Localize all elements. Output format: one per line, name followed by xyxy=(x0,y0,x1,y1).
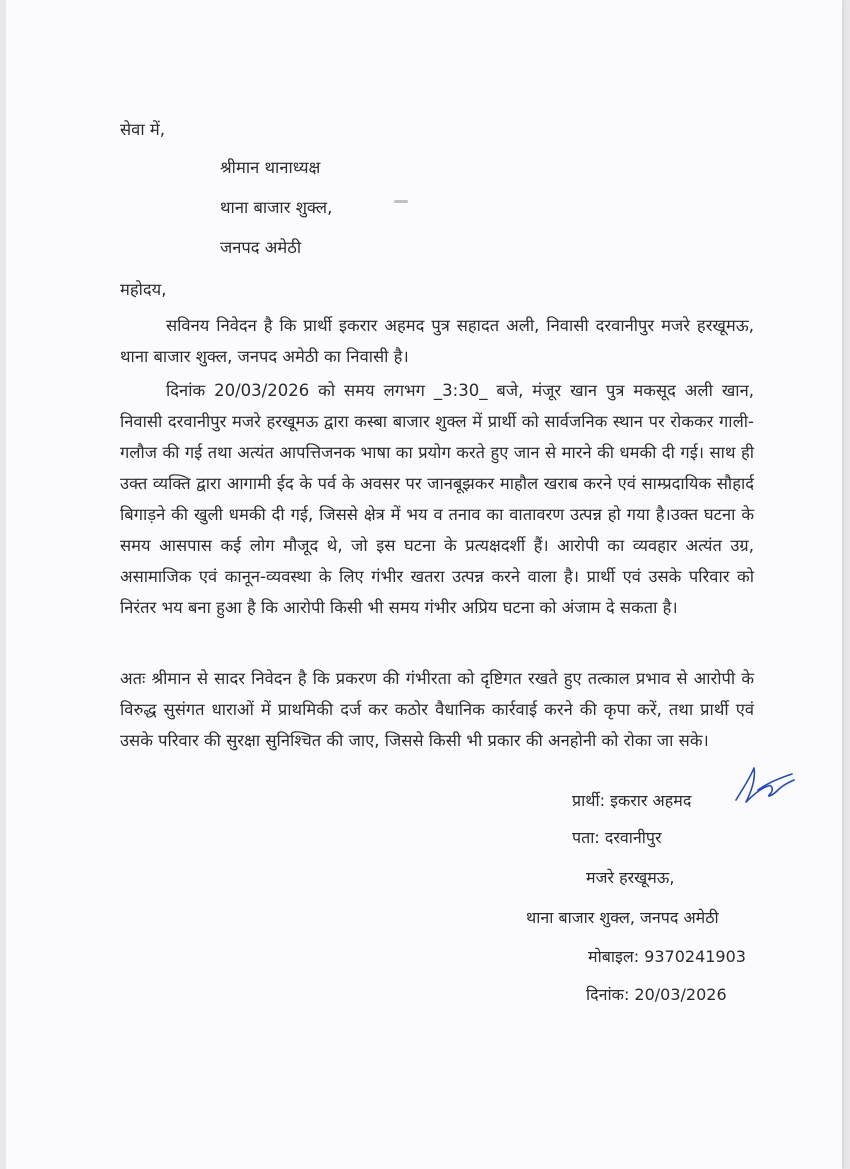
sender-date: दिनांक: 20/03/2026 xyxy=(586,985,727,1004)
salutation-to: सेवा में, xyxy=(120,120,165,139)
paragraph-incident: दिनांक 20/03/2026 को समय लगभग _3:30_ बजे, मंजूर खान पुत्र मकसूद अली खान, निवासी दरवानीपुर मजरे हरखूमऊ द्वारा कस्बा बाजार शुक्ल में प्रार्थी को सार्वजनिक स्थान पर रोककर गाली-गलौज की गई तथा अत्यंत आपत्तिजनक भाषा का प्रयोग करते हुए जान से मारने की धमकी दी गई। साथ ही उक्त व्यक्ति द्वारा आगामी ईद के पर्व के अवसर पर जानबूझकर माहौल खराब करने एवं साम्प्रदायिक सौहार्द बिगाड़ने की खुली धमकी दी गई, जिससे क्षेत्र में भय व तनाव का वातावरण उत्पन्न हो गया है।उक्त घटना के समय आसपास कई लोग मौजूद थे, जो इस घटना के प्रत्यक्षदर्शी हैं। आरोपी का व्यवहार अत्यंत उग्र, असामाजिक एवं कानून-व्यवस्था के लिए गंभीर खतरा उत्पन्न करने वाला है। प्रार्थी एवं उसके परिवार को निरंतर भय बना हुआ है कि आरोपी किसी भी समय गंभीर अप्रिय घटना को अंजाम दे सकता है। xyxy=(120,381,754,617)
recipient-designation: श्रीमान थानाध्यक्ष xyxy=(220,158,321,177)
sender-mobile: मोबाइल: 9370241903 xyxy=(588,947,746,966)
paragraph-request: अतः श्रीमान से सादर निवेदन है कि प्रकरण की गंभीरता को दृष्टिगत रखते हुए तत्काल प्रभाव से आरोपी के विरुद्ध सुसंगत धाराओं में प्राथमिकी दर्ज कर कठोर वैधानिक कार्रवाई करने की कृपा करें, तथा प्रार्थी एवं उसके परिवार की सुरक्षा सुनिश्चित की जाए, जिससे किसी भी प्रकार की अनहोनी को रोका जा सके। xyxy=(120,669,754,750)
sender-address-line3: थाना बाजार शुक्ल, जनपद अमेठी xyxy=(526,908,719,927)
scan-speck xyxy=(394,200,408,203)
letter-page xyxy=(6,0,842,1169)
sender-name: प्रार्थी: इकरार अहमद xyxy=(572,791,692,810)
recipient-police-station: थाना बाजार शुक्ल, xyxy=(220,198,333,217)
greeting: महोदय, xyxy=(120,280,167,299)
sender-address-line1: पता: दरवानीपुर xyxy=(572,828,662,847)
paragraph-introduction: सविनय निवेदन है कि प्रार्थी इकरार अहमद पुत्र सहादत अली, निवासी दरवानीपुर मजरे हरखूमऊ, थाना बाजार शुक्ल, जनपद अमेठी का निवासी है। xyxy=(120,316,754,366)
sender-address-line2: मजरे हरखूमऊ, xyxy=(586,868,675,887)
recipient-district: जनपद अमेठी xyxy=(220,238,302,257)
handwritten-signature xyxy=(728,760,798,810)
